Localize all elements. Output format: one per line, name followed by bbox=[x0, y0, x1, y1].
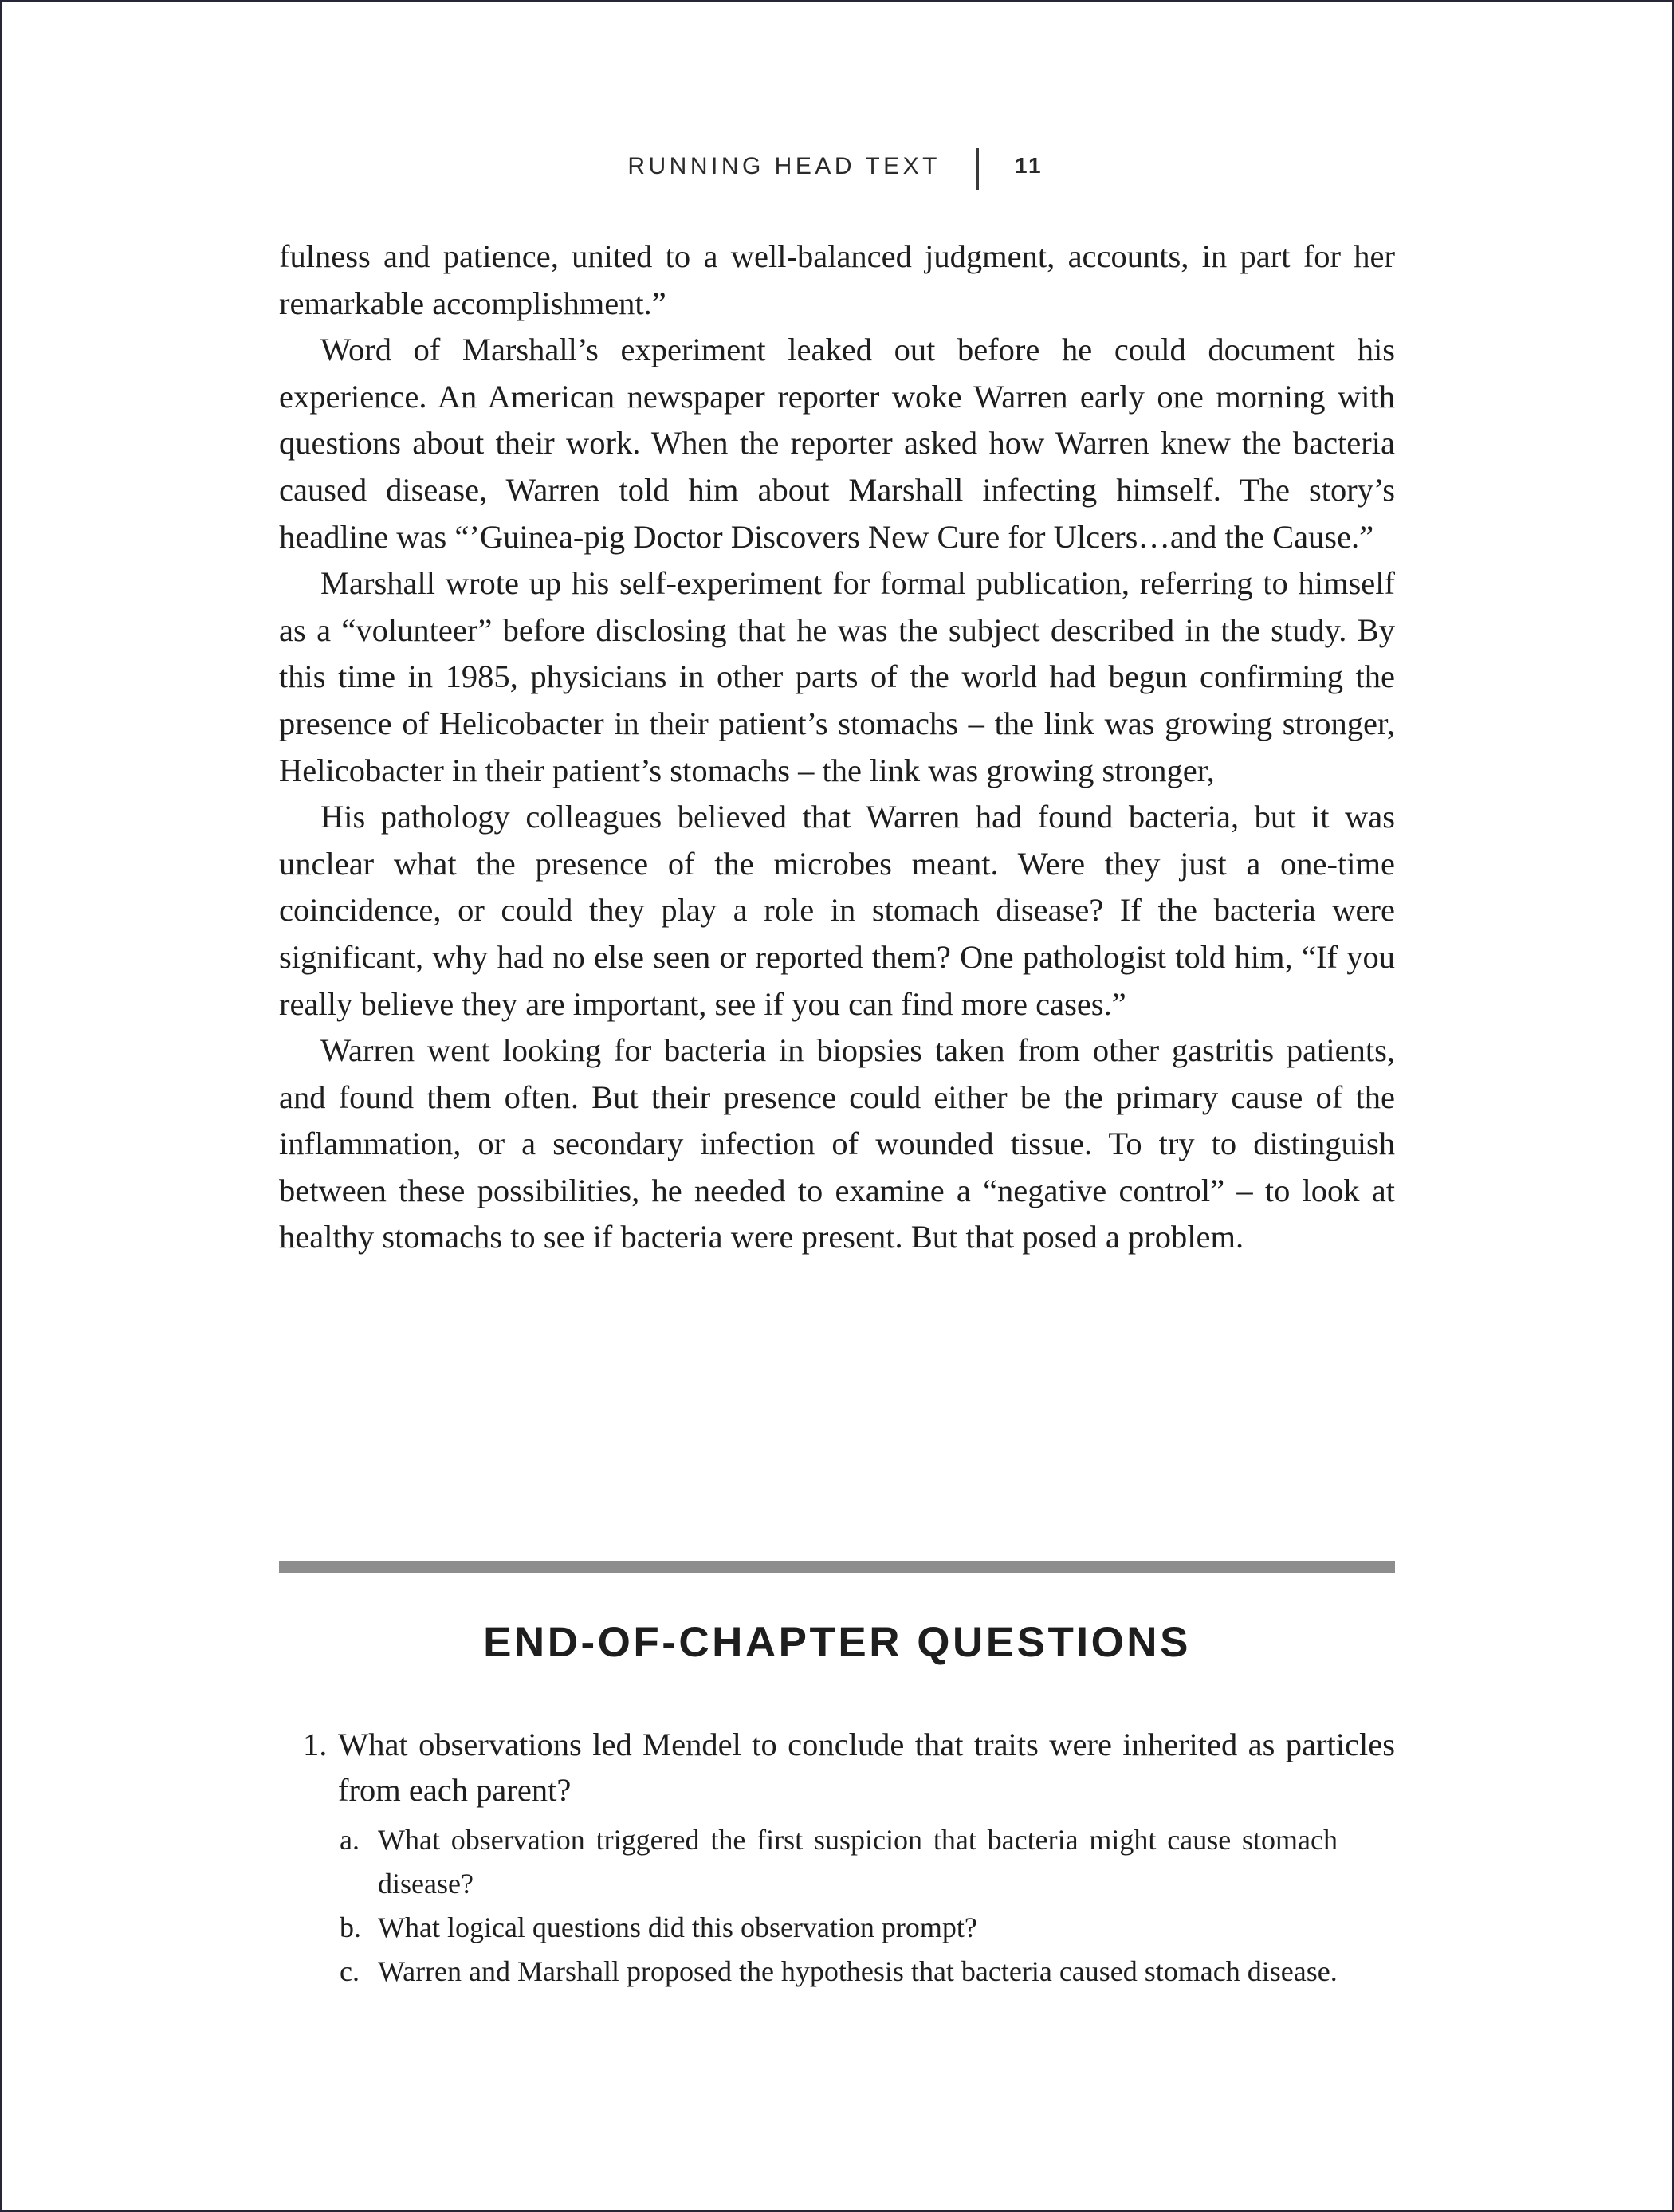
sub-question-text: What logical questions did this observation prompt? bbox=[378, 1911, 977, 1943]
body-text bbox=[279, 234, 1395, 1261]
running-head bbox=[0, 145, 1674, 193]
page-number: 11 bbox=[1015, 153, 1043, 178]
sub-question-item bbox=[279, 1818, 1395, 1906]
running-head-title: RUNNING HEAD TEXT bbox=[627, 153, 941, 179]
paragraph: His pathology colleagues believed that Warren had found bacteria, but it was unclear what the presence of the microbes meant. Were they just a one-time coincidence, or could they play a role in stomach disease? If the bacteria were significant, why had no else seen or reported them? One pathologist told him, “If you really believe they are important, see if you can find more cases.” bbox=[279, 799, 1395, 1022]
question-number: 1. bbox=[303, 1727, 328, 1762]
sub-question-list bbox=[279, 1818, 1395, 1994]
question-list bbox=[279, 1722, 1395, 1994]
question-text: What observations led Mendel to conclude that traits were inherited as particles from each parent? bbox=[338, 1727, 1395, 1808]
sub-question-item bbox=[279, 1906, 1395, 1950]
paragraph: Marshall wrote up his self-experiment for formal publication, referring to himself as a “volunteer” before disclosing that he was the subject described in the study. By this time in 1985, physicians in other parts of the world had begun confirming the presence of Helicobacter in their patient’s stomachs – the link was growing stronger, Helicobacter in their patient’s stomachs – the link was growing stronger, bbox=[279, 565, 1395, 788]
section-heading: END-OF-CHAPTER QUESTIONS bbox=[483, 1619, 1191, 1666]
sub-question-text: Warren and Marshall proposed the hypothesis that bacteria caused stomach disease. bbox=[378, 1955, 1338, 1987]
question-item bbox=[279, 1722, 1395, 1813]
sub-question-letter: a. bbox=[340, 1824, 360, 1856]
section-rule bbox=[279, 1561, 1395, 1573]
running-head-divider bbox=[976, 148, 979, 190]
sub-question-text: What observation triggered the first suspicion that bacteria might cause stomach disease? bbox=[378, 1824, 1338, 1900]
paragraph: fulness and patience, united to a well-balanced judgment, accounts, in part for her remarkable accomplishment.” bbox=[279, 238, 1395, 321]
sub-question-letter: c. bbox=[340, 1955, 360, 1987]
sub-question-item bbox=[279, 1950, 1395, 1994]
sub-question-letter: b. bbox=[340, 1911, 361, 1943]
paragraph: Warren went looking for bacteria in biopsies taken from other gastritis patients, and found them often. But their presence could either be the primary cause of the inflammation, or a secondary infection of wounded tissue. To try to distinguish between these possibilities, he needed to examine a “negative control” – to look at healthy stomachs to see if bacteria were present. But that posed a problem. bbox=[279, 1032, 1395, 1255]
paragraph: Word of Marshall’s experiment leaked out before he could document his experience. An American newspaper reporter woke Warren early one morning with questions about their work. When the reporter asked how Warren knew the bacteria caused disease, Warren told him about Marshall infecting himself. The story’s headline was “’Guinea-pig Doctor Discovers New Cure for Ulcers…and the Cause.” bbox=[279, 332, 1395, 555]
